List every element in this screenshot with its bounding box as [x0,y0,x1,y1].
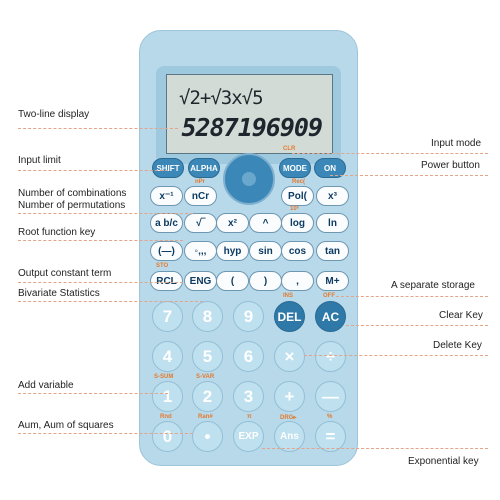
leader-line [18,240,183,241]
annotation-combinations: Number of combinations [18,188,127,199]
leader-line [330,175,488,176]
shift-key[interactable]: SHIFT [152,158,184,178]
display-input-line: √2+√3x√5 [179,87,263,109]
key-0[interactable]: 0 [152,421,183,452]
plus-key[interactable]: + [274,381,305,412]
leader-line [304,355,488,356]
square-key[interactable]: x² [216,213,249,233]
annotation-power-button: Power button [421,160,480,171]
pol-key[interactable]: Pol( [281,186,314,206]
key-1[interactable]: 1 [152,381,183,412]
leader-line [18,170,168,171]
annotation-root-function: Root function key [18,227,96,238]
ans-key[interactable]: Ans [274,421,305,452]
hyp-key[interactable]: hyp [216,241,249,261]
ten-x-label: 10ˣ [290,206,299,212]
rcl-key[interactable]: RCL [150,271,183,291]
ins-label: INS [283,293,294,299]
fraction-key[interactable]: a b/c [150,213,183,233]
drg-label: DRG▸ [280,415,297,421]
log-key[interactable]: log [281,213,314,233]
reciprocal-key[interactable]: x⁻¹ [150,186,183,206]
leader-line [18,301,203,302]
dpad-center [242,172,256,186]
annotation-aum-squares: Aum, Aum of squares [18,420,114,431]
ac-key[interactable]: AC [315,301,346,332]
annotation-exponential-key: Exponential key [408,456,479,467]
leader-line [292,153,488,154]
open-paren-key[interactable]: ( [216,271,249,291]
leader-line [262,448,488,449]
percent-label: % [327,414,333,420]
exp-key[interactable]: EXP [233,421,264,452]
comma-key[interactable]: , [281,271,314,291]
mode-key[interactable]: MODE [279,158,311,178]
rec-label: Rec( [292,179,306,185]
m-plus-key[interactable]: M+ [316,271,349,291]
display-frame [156,66,341,164]
tan-key[interactable]: tan [316,241,349,261]
leader-line [18,282,183,283]
pi-label: π [247,414,252,420]
decimal-key[interactable]: • [192,421,223,452]
leader-line [346,325,488,326]
alpha-key[interactable]: ALPHA [188,158,220,178]
annotation-add-variable: Add variable [18,380,74,391]
annotation-output-constant: Output constant term [18,268,112,279]
annotation-clear-key: Clear Key [439,310,483,321]
on-key[interactable]: ON [314,158,346,178]
eng-key[interactable]: ENG [184,271,217,291]
key-5[interactable]: 5 [192,341,223,372]
annotation-bivariate-statistics: Bivariate Statistics [18,288,100,299]
leader-line [336,296,488,297]
ln-key[interactable]: ln [316,213,349,233]
clr-label: CLR [283,146,296,152]
key-6[interactable]: 6 [233,341,264,372]
key-8[interactable]: 8 [192,301,223,332]
annotation-input-mode: Input mode [431,138,482,149]
leader-line [18,393,168,394]
sin-key[interactable]: sin [249,241,282,261]
negative-key[interactable]: (—) [150,241,183,261]
annotation-separate-storage: A separate storage [391,280,475,291]
display-result-line: 5287196909 [181,113,322,142]
annotation-delete-key: Delete Key [433,340,482,351]
leader-line [18,213,193,214]
equals-key[interactable]: = [315,421,346,452]
direction-pad[interactable] [223,153,275,205]
key-4[interactable]: 4 [152,341,183,372]
annotation-permutations: Number of permutations [18,200,126,211]
multiply-key[interactable]: × [274,341,305,372]
ncr-key[interactable]: nCr [184,186,217,206]
key-3[interactable]: 3 [233,381,264,412]
key-2[interactable]: 2 [192,381,223,412]
key-7[interactable]: 7 [152,301,183,332]
annotation-two-line-display: Two-line display [18,109,90,120]
ran-label: Ran# [198,414,213,420]
s-sum-label: S-SUM [154,374,174,380]
cube-key[interactable]: x³ [316,186,349,206]
s-var-label: S-VAR [196,374,215,380]
cos-key[interactable]: cos [281,241,314,261]
divide-key[interactable]: ÷ [315,341,346,372]
npr-label: nPr [195,179,206,185]
leader-line [18,433,193,434]
calculator-body [139,30,358,466]
lcd-display [166,74,333,154]
key-9[interactable]: 9 [233,301,264,332]
rnd-label: Rnd [160,414,172,420]
sto-label: STO [156,263,169,269]
annotation-input-limit: Input limit [18,155,61,166]
off-label: OFF [323,293,335,299]
leader-line [18,128,178,129]
close-paren-key[interactable]: ) [249,271,282,291]
degree-key[interactable]: ◦,,, [184,241,217,261]
root-key[interactable]: √‾ [184,213,217,233]
del-key[interactable]: DEL [274,301,305,332]
minus-key[interactable]: — [315,381,346,412]
power-key[interactable]: ^ [249,213,282,233]
